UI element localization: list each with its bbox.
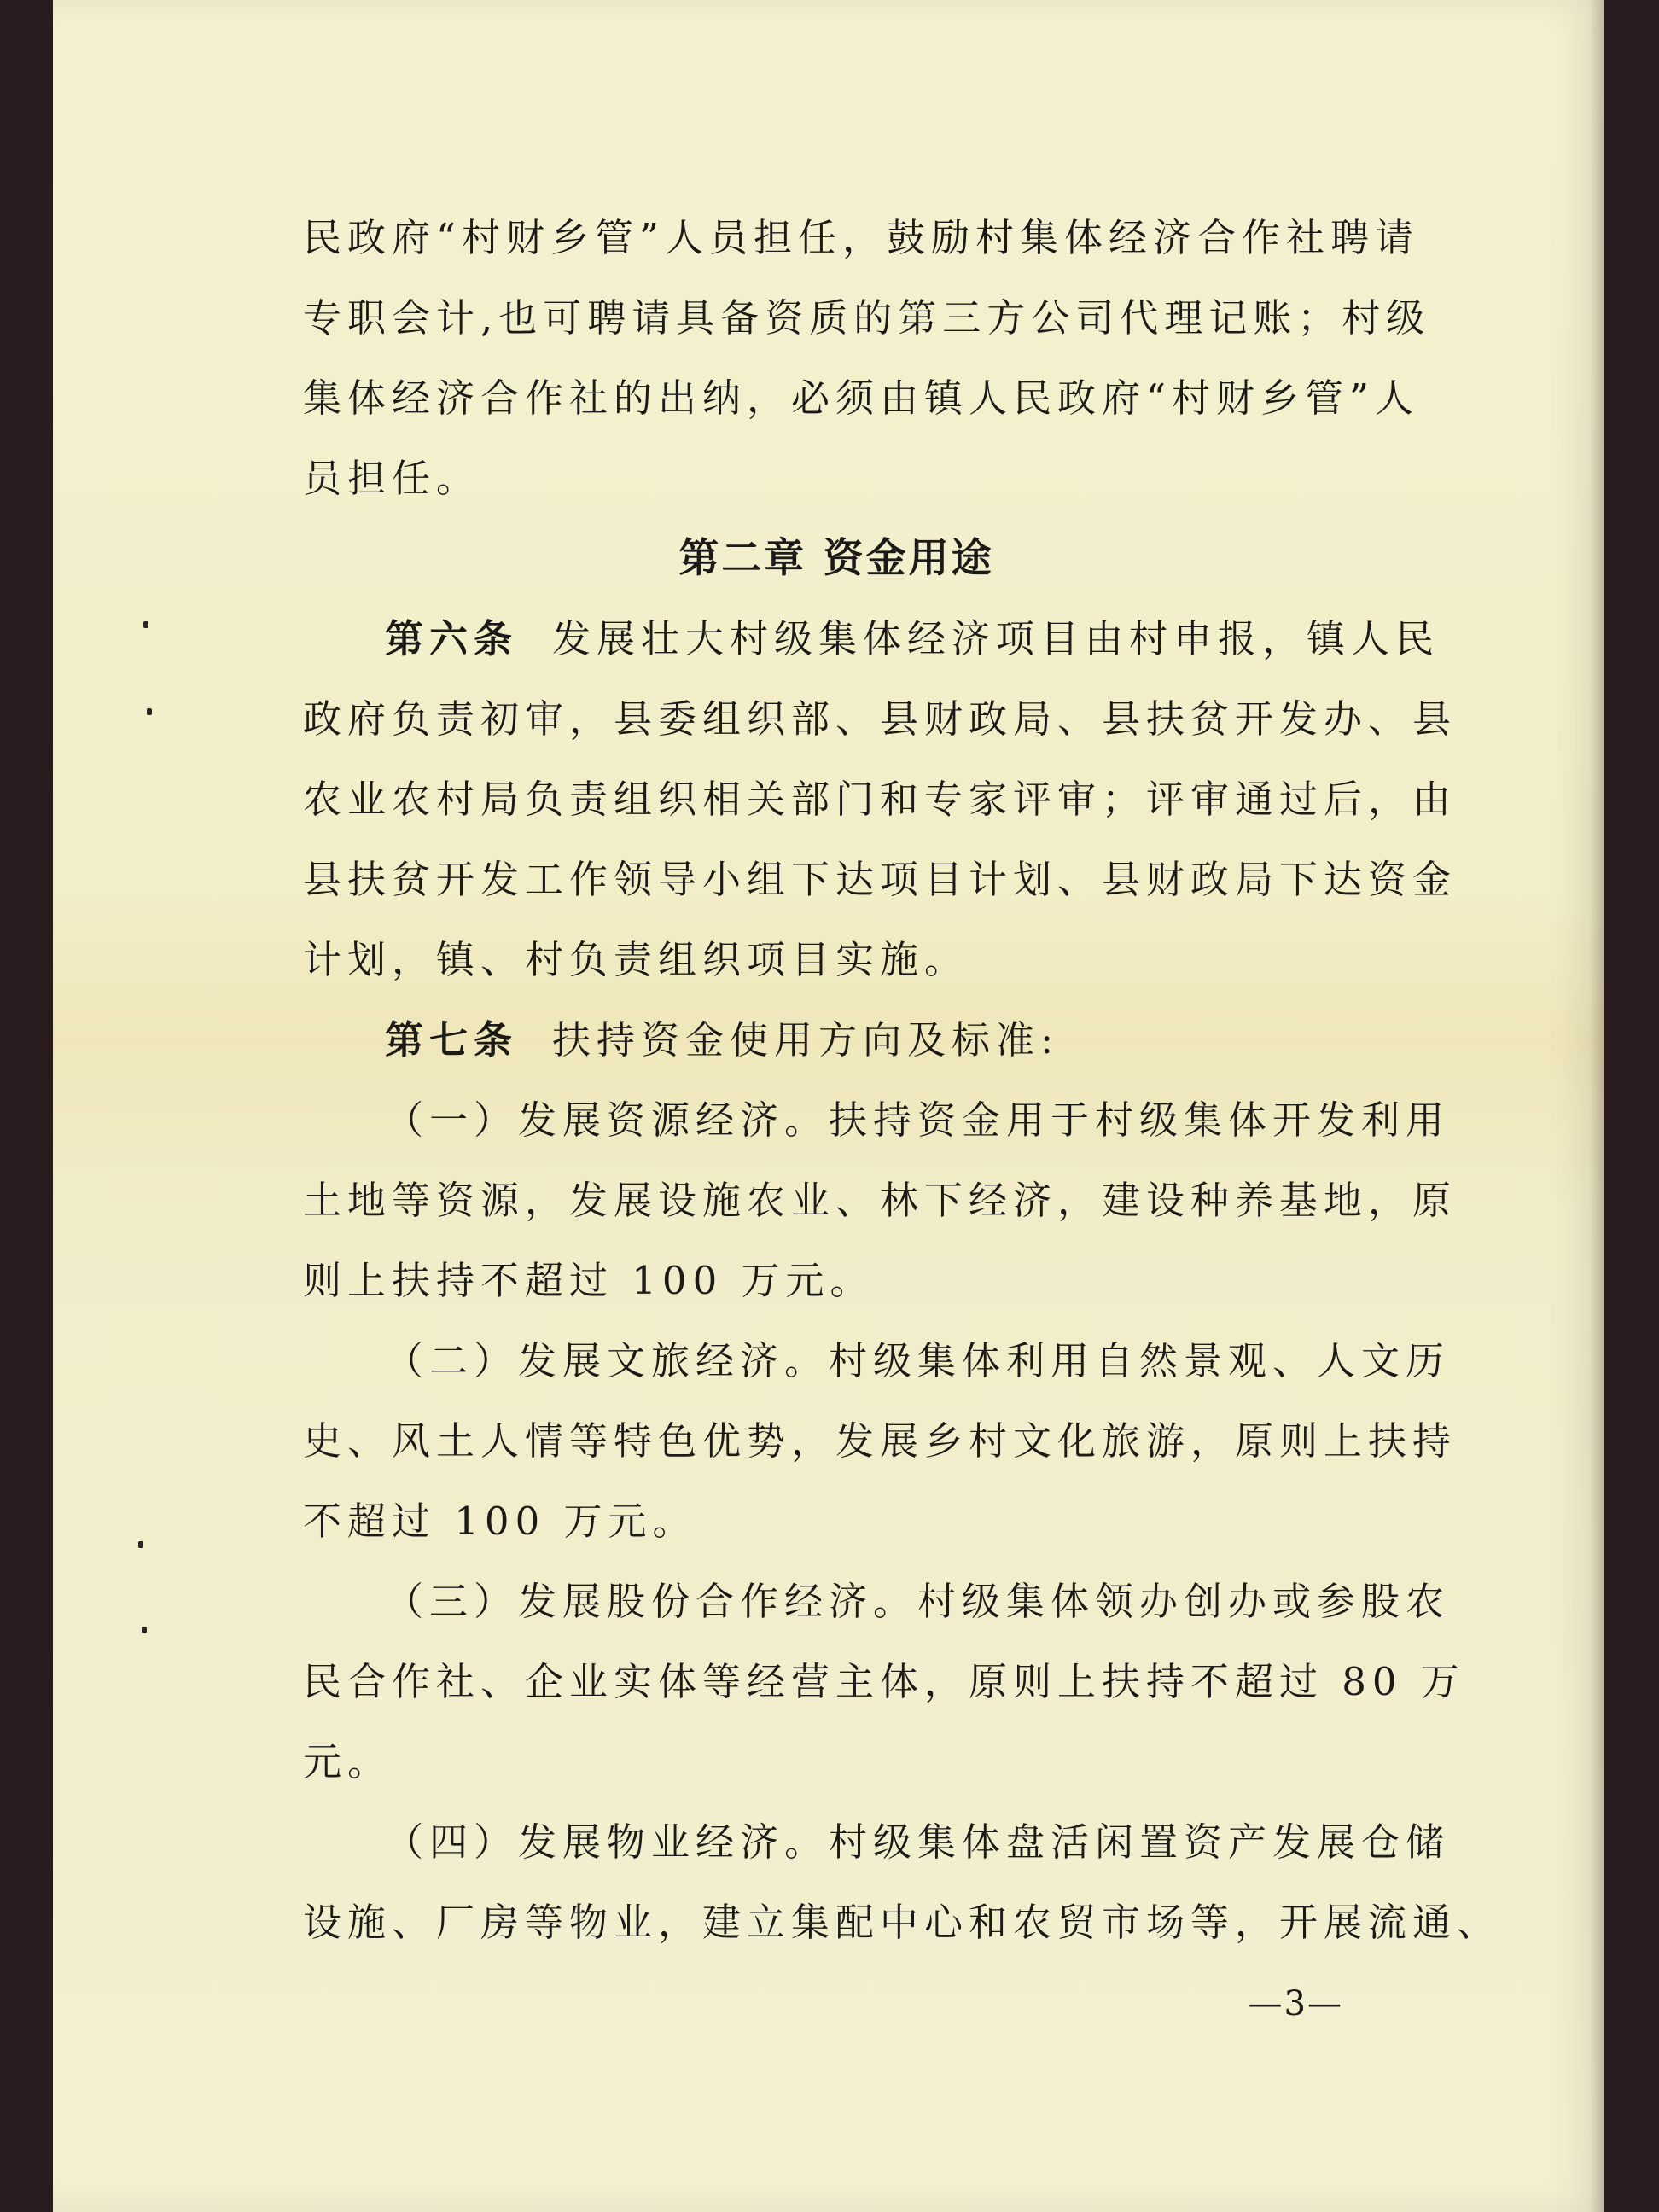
item-1-line: 则上扶持不超过 100 万元。 [303,1258,875,1303]
item-3-line: （三）发展股份合作经济。村级集体领办创办或参股农 [385,1579,1451,1624]
item-1-line: （一）发展资源经济。扶持资金用于村级集体开发利用 [385,1097,1451,1143]
article-7-first-line [303,1000,1370,1080]
punch-mark [143,621,148,628]
text-line: 农业农村局负责组织相关部门和专家评审；评审通过后，由 [303,777,1458,822]
punch-mark [142,1627,147,1633]
paper-edge-shadow [1589,0,1604,2212]
punch-mark [138,1541,143,1548]
article-7-label: 第七条 [385,1017,519,1062]
punch-mark [147,708,152,715]
document-body [303,198,1502,1963]
text-line: 政府负责初审，县委组织部、县财政局、县扶贫开发办、县 [303,696,1458,742]
text-line: 计划，镇、村负责组织项目实施。 [303,937,969,982]
item-1-line: 土地等资源，发展设施农业、林下经济，建设种养基地，原 [303,1178,1458,1223]
item-2-line: 史、风土人情等特色优势，发展乡村文化旅游，原则上扶持 [303,1418,1458,1464]
item-2-line: （二）发展文旅经济。村级集体利用自然景观、人文历 [385,1338,1451,1383]
text-line: 员担任。 [303,456,481,501]
page-number: —3— [1248,1984,1343,2023]
item-4-line: 设施、厂房等物业，建立集配中心和农贸市场等，开展流通、 [303,1900,1502,1945]
text-line: 专职会计,也可聘请具备资质的第三方公司代理记账；村级 [303,295,1431,341]
article-6-label: 第六条 [385,616,519,661]
item-4-line: （四）发展物业经济。村级集体盘活闲置资产发展仓储 [385,1819,1451,1865]
article-6-text: 发展壮大村级集体经济项目由村申报，镇人民 [552,616,1441,661]
text-line: 集体经济合作社的出纳，必须由镇人民政府“村财乡管”人 [303,375,1420,421]
article-7-text: 扶持资金使用方向及标准: [552,1017,1060,1062]
item-2-line: 不超过 100 万元。 [303,1499,697,1544]
chapter-title: 第二章 资金用途 [678,535,994,582]
text-line: 民政府“村财乡管”人员担任，鼓励村集体经济合作社聘请 [303,215,1420,260]
item-3-line: 民合作社、企业实体等经营主体，原则上扶持不超过 80 万 [303,1659,1465,1704]
text-line: 县扶贫开发工作领导小组下达项目计划、县财政局下达资金 [303,857,1458,902]
article-6-first-line [303,599,1441,679]
item-3-line: 元。 [303,1739,393,1784]
